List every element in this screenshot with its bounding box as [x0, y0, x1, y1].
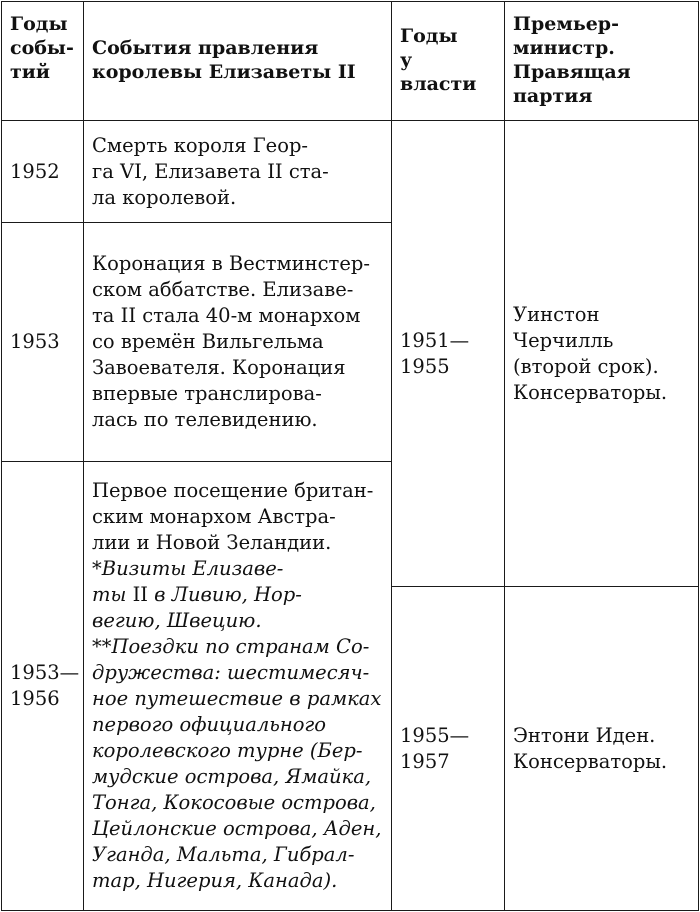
- monarchy-table: [1, 1, 699, 911]
- event-year-cell: 1953— 1956: [2, 462, 84, 911]
- prime-minister-cell: Уинстон Черчилль (второй срок). Консерваторы.: [505, 121, 699, 587]
- header-event-years: Годы собы- тий: [2, 2, 84, 121]
- term-years-cell: 1951— 1955: [392, 121, 505, 587]
- event-cell: Первое посещение британ- ским монархом Австра- лии и Новой Зеландии. *Визиты Елизаве- ты II в Ливию, Нор- вегию, Швецию. **Поездки по странам Со- дружества: шестимесяч- ное путешествие в рамках первого официального королевского турне (Бер- мудские острова, Ямайка, Тонга, Кокосовые острова, Цейлонские острова, Аден, Уганда, Мальта, Гибрал- тар, Нигерия, Канада).: [84, 462, 392, 911]
- prime-minister-cell: Энтони Иден. Консерваторы.: [505, 587, 699, 911]
- header-events: События правления королевы Елизаветы II: [84, 2, 392, 121]
- table-row: [2, 121, 699, 223]
- event-cell: Смерть короля Геор- га VI, Елизавета II ста- ла королевой.: [84, 121, 392, 223]
- term-years-cell: 1955— 1957: [392, 587, 505, 911]
- event-cell: Коронация в Вестминстер- ском аббатстве. Елизаве- та II стала 40-м монархом со времён Вильгельма Завоевателя. Коронация впервые транслирова- лась по телевидению.: [84, 223, 392, 462]
- header-prime-minister: Премьер- министр. Правящая партия: [505, 2, 699, 121]
- event-year-cell: 1952: [2, 121, 84, 223]
- header-row: [2, 2, 699, 121]
- event-year-cell: 1953: [2, 223, 84, 462]
- header-years-in-power: Годы у власти: [392, 2, 505, 121]
